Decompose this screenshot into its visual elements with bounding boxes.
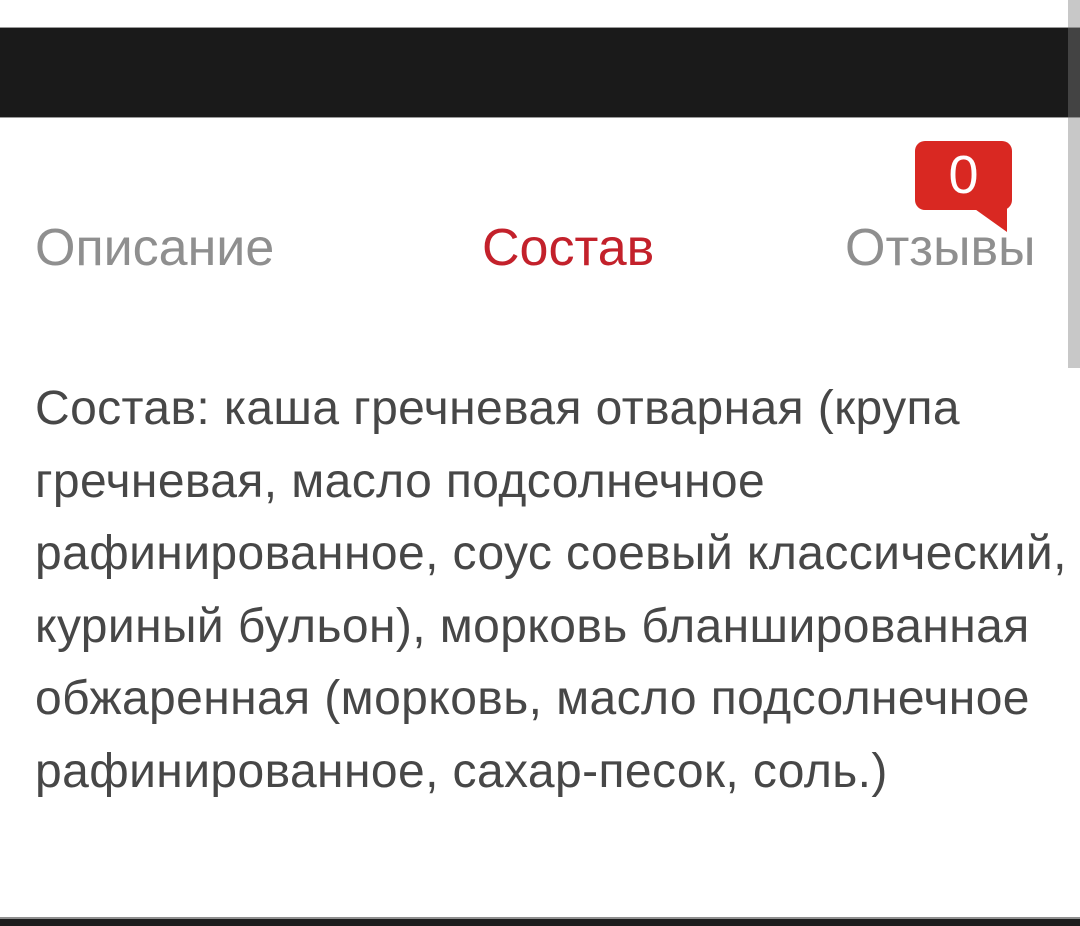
tab-description[interactable]: Описание [35, 219, 275, 277]
bottom-system-bar [0, 917, 1080, 926]
top-app-bar [0, 27, 1080, 118]
reviews-count-badge [915, 141, 1012, 210]
tab-composition[interactable]: Состав [482, 219, 655, 277]
composition-text: Состав: каша гречневая отварная (крупа гречневая, масло подсолнечное рафинированное, соус соевый классический, куриный бульон), морковь бланшированная обжаренная (морковь, масло подсолнечное рафинированное, сахар-песок, соль.) [35, 382, 1067, 798]
scrollbar-thumb[interactable] [1068, 0, 1080, 368]
tab-reviews[interactable]: Отзывы [845, 219, 1036, 277]
speech-bubble-tail-icon [972, 207, 1007, 232]
reviews-count-value: 0 [948, 145, 979, 205]
